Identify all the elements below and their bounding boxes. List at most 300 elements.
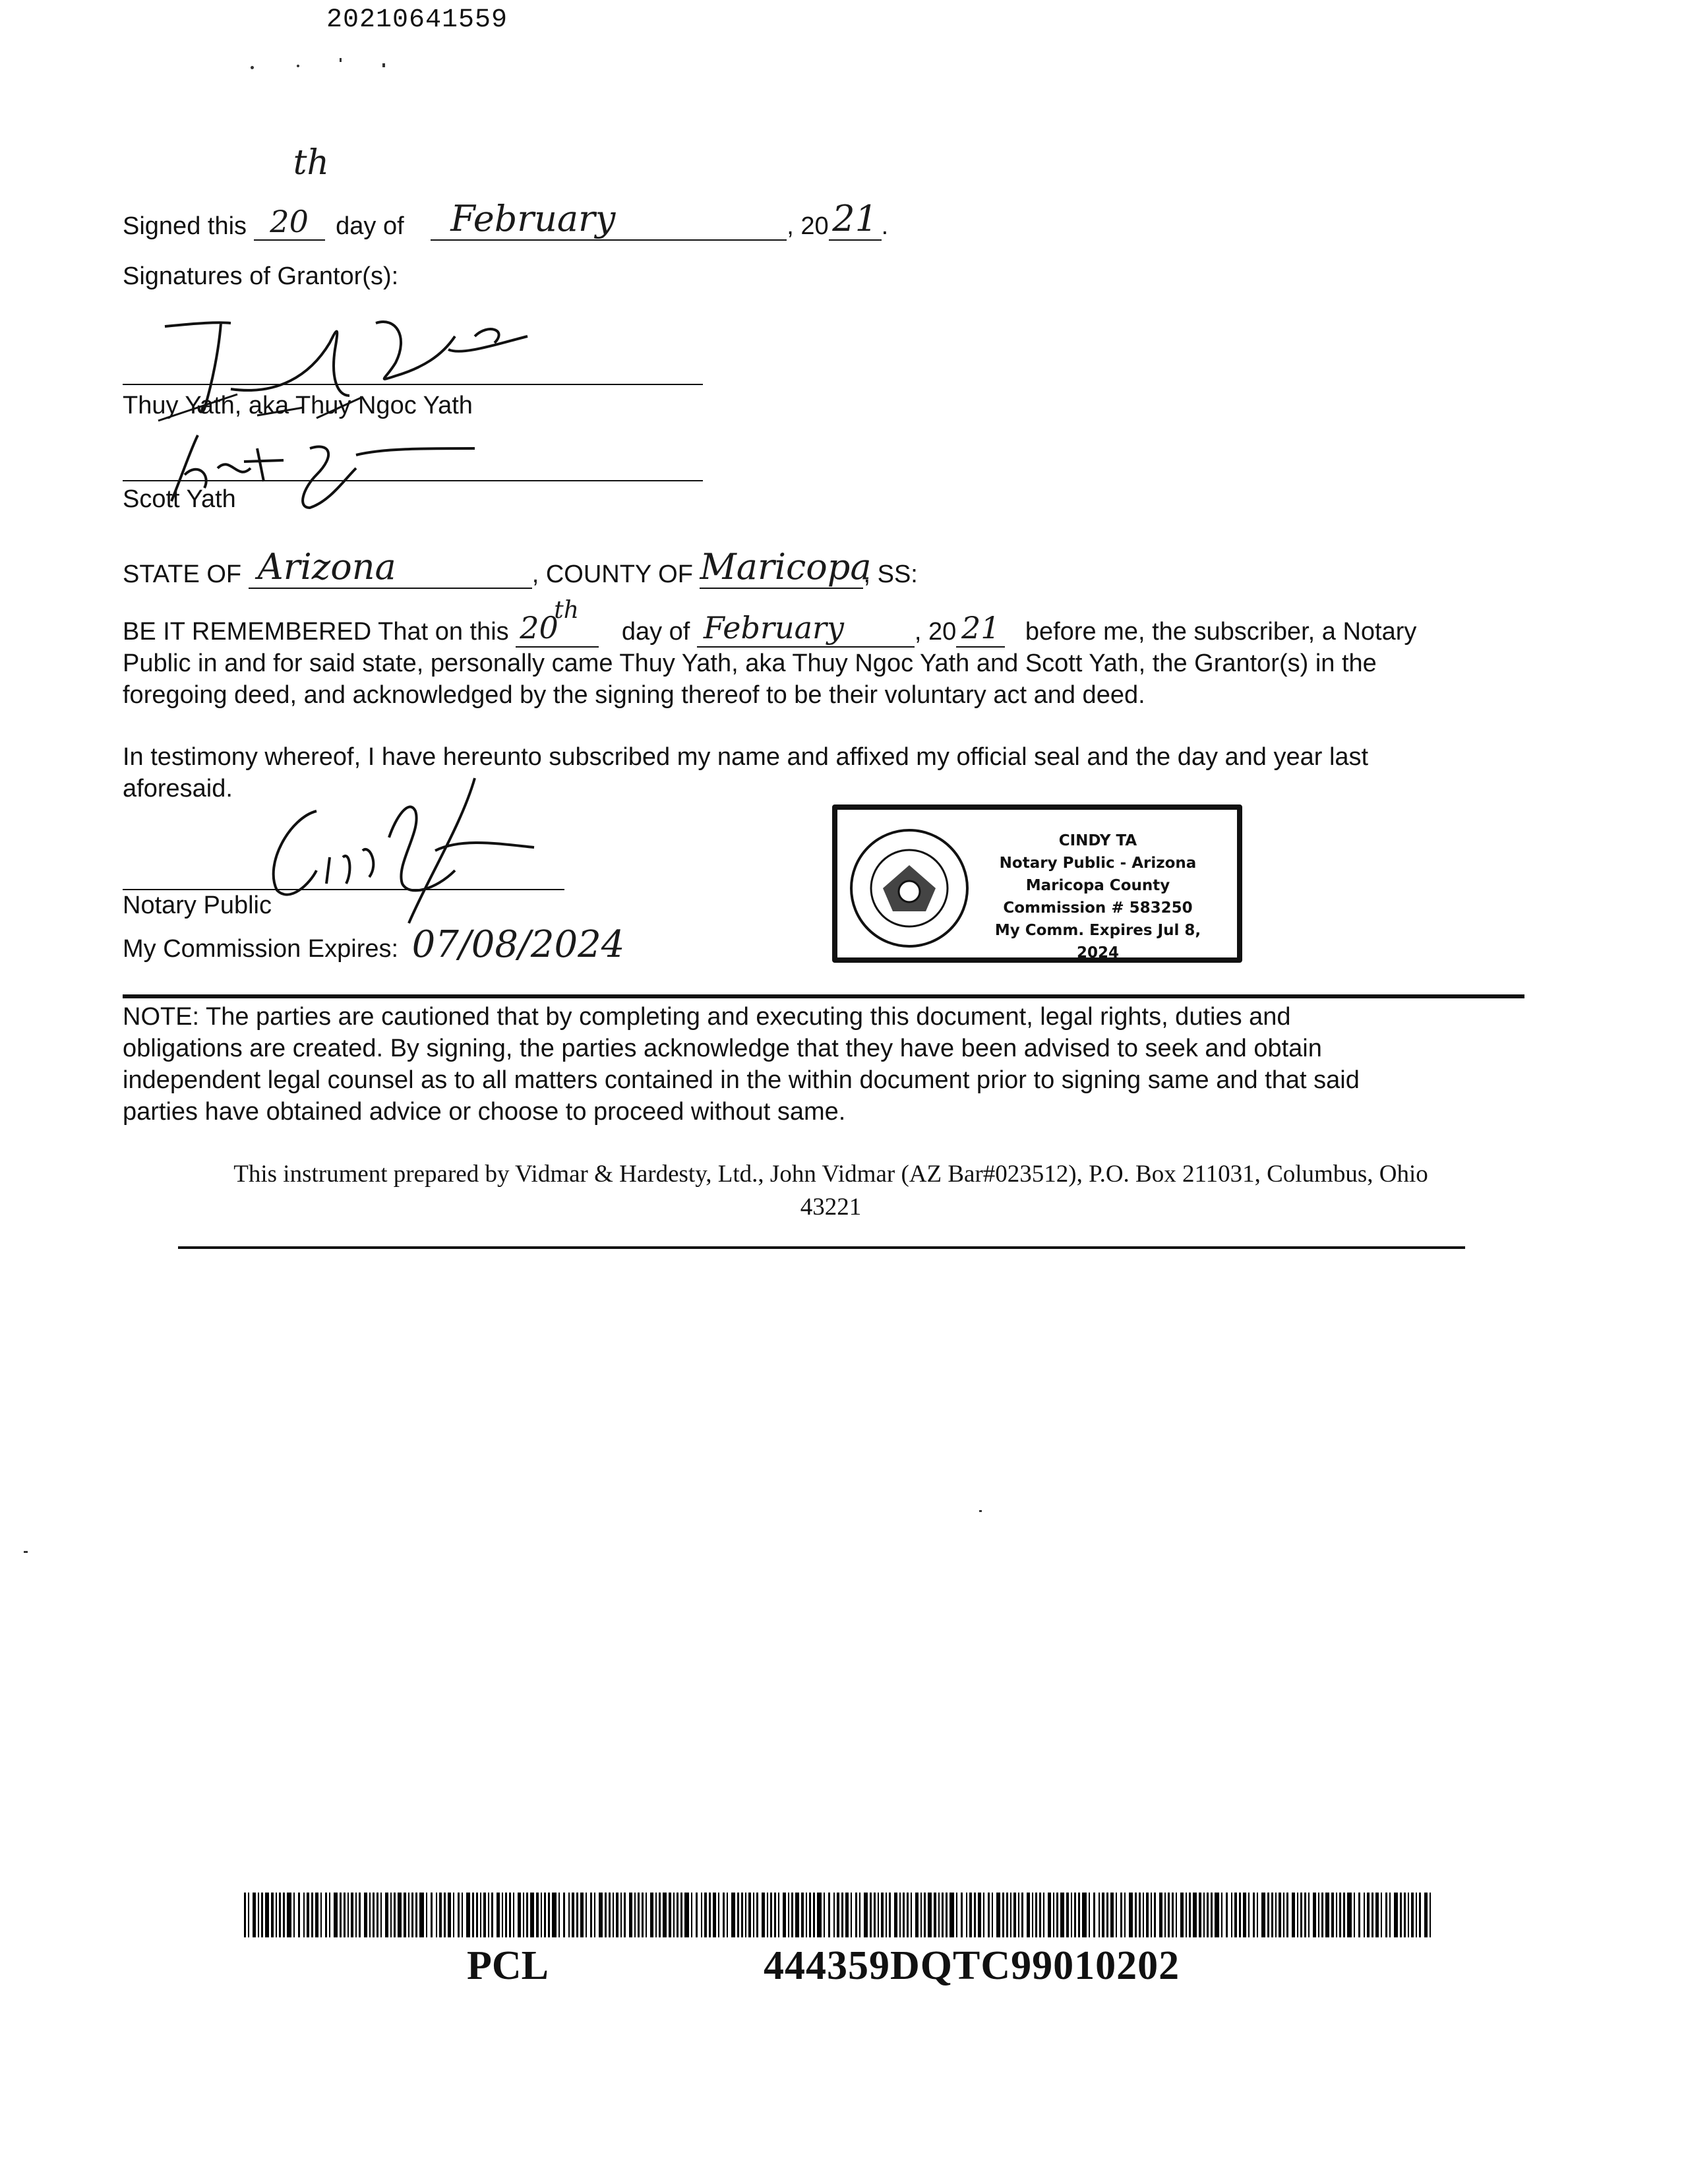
barcode-bar xyxy=(1318,1893,1319,1937)
barcode-bar xyxy=(613,1893,614,1937)
barcode-bar xyxy=(1331,1893,1334,1937)
barcode-bar xyxy=(590,1893,592,1937)
barcode-bar xyxy=(1248,1893,1250,1937)
barcode-bar xyxy=(727,1893,728,1937)
barcode-bar xyxy=(307,1893,309,1937)
barcode-bar xyxy=(1180,1893,1184,1937)
barcode-bar xyxy=(1186,1893,1187,1937)
barcode-bar xyxy=(355,1893,357,1937)
barcode-bar xyxy=(886,1893,887,1937)
barcode-bar xyxy=(978,1893,981,1937)
barcode-bar xyxy=(1048,1893,1051,1937)
barcode-bar xyxy=(568,1893,570,1937)
barcode-bar xyxy=(680,1893,682,1937)
barcode-bar xyxy=(938,1893,940,1937)
ack-month-field xyxy=(697,612,915,648)
barcode-bar xyxy=(497,1893,500,1937)
county-field xyxy=(700,546,872,589)
barcode-bar xyxy=(1002,1893,1004,1937)
signed-year-prefix: , 20 xyxy=(787,212,829,240)
barcode-bar xyxy=(476,1893,478,1937)
barcode-bar xyxy=(1367,1893,1370,1937)
barcode-bar xyxy=(1154,1893,1156,1937)
barcode-bar xyxy=(1053,1893,1054,1937)
barcode-bar xyxy=(253,1893,256,1937)
barcode-bar xyxy=(325,1893,327,1937)
barcode-bar xyxy=(624,1893,626,1937)
barcode-bar xyxy=(1271,1893,1273,1937)
barcode-bar xyxy=(408,1893,409,1937)
scan-speck xyxy=(297,65,299,67)
barcode-bar xyxy=(1297,1893,1298,1937)
barcode-bar xyxy=(833,1893,835,1937)
barcode-bar xyxy=(1143,1893,1144,1937)
barcode-bar xyxy=(1066,1893,1069,1937)
barcode-bar xyxy=(809,1893,811,1937)
barcode-bar xyxy=(1261,1893,1265,1937)
notary-signature-line xyxy=(123,889,564,890)
barcode-bar xyxy=(770,1893,772,1937)
seal-name: CINDY TA xyxy=(1058,832,1137,849)
barcode-bar xyxy=(650,1893,653,1937)
acknowledgment-paragraph xyxy=(123,597,1524,711)
barcode-bar xyxy=(817,1893,822,1937)
barcode-bar xyxy=(1124,1893,1126,1937)
barcode-bar xyxy=(462,1893,463,1937)
barcode-bar xyxy=(791,1893,793,1937)
barcode-bar xyxy=(390,1893,392,1937)
barcode-bar xyxy=(536,1893,539,1937)
barcode-bar xyxy=(347,1893,349,1937)
barcode-bar xyxy=(828,1893,830,1937)
barcode-bar xyxy=(748,1893,751,1937)
ack-line-3: foregoing deed, and acknowledged by the signing thereof to be their voluntary act and deed. xyxy=(123,681,1145,709)
barcode-bar xyxy=(344,1893,346,1937)
barcode-bar xyxy=(1375,1893,1379,1937)
barcode-bar xyxy=(298,1893,300,1937)
barcode-bar xyxy=(859,1893,860,1937)
barcode-bar xyxy=(673,1893,675,1937)
barcode-bar xyxy=(1408,1893,1409,1937)
barcode-bar xyxy=(398,1893,402,1937)
barcode-bar xyxy=(988,1893,990,1937)
barcode-bar xyxy=(453,1893,454,1937)
barcode-bar xyxy=(1430,1893,1431,1937)
signed-line xyxy=(123,143,889,241)
barcode-bar xyxy=(340,1893,342,1937)
barcode-bar xyxy=(824,1893,825,1937)
barcode-bar xyxy=(920,1893,922,1937)
barcode-bar xyxy=(1239,1893,1241,1937)
barcode-bar xyxy=(1102,1893,1104,1937)
barcode-bar xyxy=(502,1893,503,1937)
barcode-bar xyxy=(394,1893,396,1937)
state-field xyxy=(249,546,532,589)
seal-expires: My Comm. Expires Jul 8, 2024 xyxy=(994,922,1201,961)
barcode-bar xyxy=(1325,1893,1329,1937)
barcode-bar xyxy=(774,1893,776,1937)
venue-ss: , SS: xyxy=(863,561,918,588)
scan-speck xyxy=(251,66,254,69)
barcode-bar xyxy=(969,1893,972,1937)
barcode-bar xyxy=(458,1893,460,1937)
barcode-bar xyxy=(369,1893,371,1937)
barcode-bar xyxy=(1347,1893,1352,1937)
barcode-bar xyxy=(813,1893,815,1937)
barcode-bar xyxy=(1419,1893,1421,1937)
grantor2-printed-name: Scott Yath xyxy=(123,485,236,513)
barcode-bar xyxy=(845,1893,849,1937)
barcode-bar xyxy=(426,1893,427,1937)
barcode-bar xyxy=(718,1893,719,1937)
barcode-bar xyxy=(642,1893,644,1937)
barcode-bar xyxy=(1358,1893,1360,1937)
barcode-bar xyxy=(634,1893,636,1937)
barcode-bar xyxy=(1292,1893,1295,1937)
barcode-bar xyxy=(894,1893,897,1937)
barcode-bar xyxy=(1078,1893,1080,1937)
preparer-line-1: This instrument prepared by Vidmar & Hardesty, Ltd., John Vidmar (AZ Bar#023512), P.O. Box 211031, Columbus, Ohio xyxy=(233,1161,1428,1188)
note-paragraph xyxy=(123,1001,1524,1128)
note-line-2: obligations are created. By signing, the parties acknowledge that they have been advised to seek and obtain xyxy=(123,1035,1322,1062)
ack-year-value: 21 xyxy=(961,610,1000,646)
barcode-bar xyxy=(287,1893,291,1937)
barcode-bar xyxy=(283,1893,285,1937)
barcode-bar xyxy=(841,1893,843,1937)
barcode-bar xyxy=(303,1893,305,1937)
barcode-bar xyxy=(483,1893,486,1937)
barcode-bar xyxy=(870,1893,872,1937)
barcode-bar xyxy=(1215,1893,1219,1937)
barcode-bar xyxy=(526,1893,528,1937)
barcode-bar xyxy=(505,1893,507,1937)
barcode-bar xyxy=(1159,1893,1162,1937)
signed-day-value: 20 xyxy=(270,204,309,239)
barcode-bar xyxy=(1313,1893,1316,1937)
barcode-bar xyxy=(620,1893,622,1937)
barcode-bar xyxy=(1400,1893,1402,1937)
grantors-heading: Signatures of Grantor(s): xyxy=(123,262,399,290)
barcode-bar xyxy=(541,1893,542,1937)
barcode-bar xyxy=(1099,1893,1100,1937)
barcode-bar xyxy=(411,1893,413,1937)
barcode-bar xyxy=(1193,1893,1197,1937)
barcode-bar xyxy=(1089,1893,1090,1937)
barcode-bar xyxy=(1424,1893,1428,1937)
barcode-bar xyxy=(1416,1893,1417,1937)
barcode-bar xyxy=(509,1893,511,1937)
barcode-bar xyxy=(258,1893,259,1937)
barcode-bar xyxy=(966,1893,967,1937)
venue-line xyxy=(123,546,918,589)
ack-after-date: before me, the subscriber, a Notary xyxy=(1025,618,1417,646)
note-line-1: NOTE: The parties are cautioned that by completing and executing this document, legal rights, duties and xyxy=(123,1003,1291,1031)
barcode-bar xyxy=(837,1893,839,1937)
barcode-bar xyxy=(1207,1893,1209,1937)
seal-text xyxy=(976,830,1220,964)
barcode-bar xyxy=(580,1893,584,1937)
barcode-bar xyxy=(1257,1893,1258,1937)
barcode-bar xyxy=(795,1893,799,1937)
barcode-bar xyxy=(472,1893,474,1937)
barcode-bar xyxy=(1120,1893,1122,1937)
barcode-bar xyxy=(928,1893,932,1937)
barcode-bar xyxy=(903,1893,905,1937)
county-value: Maricopa xyxy=(700,546,872,588)
preparer-divider xyxy=(178,1246,1465,1249)
barcode-bar xyxy=(1164,1893,1166,1937)
commission-label: My Commission Expires: xyxy=(123,935,399,963)
barcode-bar xyxy=(359,1893,361,1937)
barcode-bar xyxy=(924,1893,926,1937)
barcode-bar xyxy=(415,1893,417,1937)
ack-day-value: 20 xyxy=(520,610,558,646)
scan-speck xyxy=(382,63,385,67)
barcode-bar xyxy=(439,1893,442,1937)
scan-speck xyxy=(979,1510,982,1512)
barcode-bar xyxy=(616,1893,618,1937)
signed-day-suffix: th xyxy=(293,143,329,183)
barcode-bar xyxy=(1389,1893,1391,1937)
barcode-bar xyxy=(1060,1893,1064,1937)
barcode-bar xyxy=(1279,1893,1281,1937)
barcode-bar xyxy=(1253,1893,1255,1937)
barcode-bar xyxy=(419,1893,424,1937)
barcode-bar xyxy=(1110,1893,1114,1937)
barcode-bar xyxy=(586,1893,587,1937)
barcode-bar xyxy=(385,1893,388,1937)
barcode-bar xyxy=(723,1893,725,1937)
ack-year-field xyxy=(956,612,1005,648)
seal-commission: Commission # 583250 xyxy=(1003,899,1193,917)
barcode-bar xyxy=(737,1893,739,1937)
barcode-bar xyxy=(1385,1893,1387,1937)
barcode-bar xyxy=(1336,1893,1337,1937)
barcode-bar xyxy=(265,1893,269,1937)
barcode-bar xyxy=(1404,1893,1406,1937)
barcode-bar xyxy=(911,1893,912,1937)
barcode-bar xyxy=(950,1893,954,1937)
signed-month-field xyxy=(431,198,787,241)
barcode-bar xyxy=(311,1893,313,1937)
barcode-bar xyxy=(701,1893,702,1937)
barcode-bar xyxy=(851,1893,852,1937)
barcode-bar xyxy=(696,1893,698,1937)
barcode-bar xyxy=(745,1893,746,1937)
barcode-bar xyxy=(572,1893,574,1937)
barcode-bar xyxy=(351,1893,353,1937)
barcode-bar xyxy=(713,1893,716,1937)
barcode-bar xyxy=(1176,1893,1177,1937)
barcode-bar xyxy=(629,1893,632,1937)
scan-speck xyxy=(24,1551,28,1553)
barcode-bar xyxy=(983,1893,984,1937)
barcode-bar xyxy=(996,1893,1000,1937)
barcode-bar xyxy=(1151,1893,1152,1937)
barcode-bar xyxy=(320,1893,322,1937)
barcode-bar xyxy=(1226,1893,1228,1937)
barcode-bar xyxy=(889,1893,891,1937)
barcode-bar xyxy=(293,1893,295,1937)
commission-line xyxy=(123,923,624,966)
barcode-bar xyxy=(544,1893,546,1937)
notary-signature xyxy=(237,772,580,943)
barcode-bar xyxy=(558,1893,560,1937)
barcode-bar xyxy=(1082,1893,1087,1937)
barcode-bar xyxy=(1411,1893,1414,1937)
preparer-line-2: 43221 xyxy=(800,1194,862,1221)
grantor2-signature-line xyxy=(123,480,703,481)
barcode-bar xyxy=(605,1893,607,1937)
barcode-bar xyxy=(878,1893,879,1937)
barcode-bar xyxy=(1106,1893,1108,1937)
barcode-bar xyxy=(334,1893,338,1937)
barcode-bar xyxy=(704,1893,707,1937)
note-line-4: parties have obtained advice or choose to proceed without same. xyxy=(123,1098,846,1126)
signed-year-field xyxy=(829,198,882,241)
barcode-bar xyxy=(448,1893,451,1937)
barcode-bar xyxy=(1071,1893,1072,1937)
signed-day-field xyxy=(254,143,329,241)
barcode-bar xyxy=(373,1893,375,1937)
barcode-bar xyxy=(946,1893,948,1937)
signed-year-value: 21 xyxy=(832,198,878,239)
barcode-bar xyxy=(488,1893,489,1937)
barcode-bar xyxy=(691,1893,692,1937)
grantor1-printed-name: Thuy Yath, aka Thuy Ngoc Yath xyxy=(123,392,473,419)
preparer-block xyxy=(132,1158,1530,1224)
ack-day-field xyxy=(516,597,599,648)
barcode-bar xyxy=(864,1893,868,1937)
barcode-bar xyxy=(1221,1893,1222,1937)
signed-day-of: day of xyxy=(336,212,404,240)
barcode-bar xyxy=(1043,1893,1044,1937)
barcode-bar xyxy=(1139,1893,1141,1937)
barcode-bar xyxy=(767,1893,768,1937)
barcode-bar xyxy=(638,1893,640,1937)
barcode-bar xyxy=(548,1893,550,1937)
ack-day-of: day of xyxy=(621,618,690,646)
grantor1-strikeouts xyxy=(152,389,442,429)
document-number: 20210641559 xyxy=(326,5,508,35)
signed-prefix: Signed this xyxy=(123,212,247,240)
barcode-bar xyxy=(1203,1893,1205,1937)
barcode-bar xyxy=(907,1893,909,1937)
barcode-bar xyxy=(1267,1893,1269,1937)
barcode-bar xyxy=(1021,1893,1023,1937)
barcode-bar xyxy=(961,1893,963,1937)
barcode-bar xyxy=(431,1893,433,1937)
footer-code-left: PCL xyxy=(467,1943,549,1988)
barcode-bar xyxy=(655,1893,657,1937)
barcode-bar xyxy=(271,1893,274,1937)
barcode-bar xyxy=(1243,1893,1246,1937)
barcode-bar xyxy=(364,1893,367,1937)
barcode-bar xyxy=(1032,1893,1033,1937)
barcode-bar xyxy=(934,1893,936,1937)
ack-year-prefix: , 20 xyxy=(914,618,957,646)
barcode-bar xyxy=(1189,1893,1191,1937)
barcode-bar xyxy=(974,1893,976,1937)
state-label: STATE OF xyxy=(123,561,242,588)
notary-label: Notary Public xyxy=(123,892,272,919)
barcode-bar xyxy=(315,1893,318,1937)
testimony-line-2: aforesaid. xyxy=(123,775,233,803)
barcode-bar xyxy=(1339,1893,1341,1937)
barcode-bar xyxy=(1343,1893,1345,1937)
state-value: Arizona xyxy=(257,546,396,588)
barcode-bar xyxy=(377,1893,378,1937)
footer-code-right: 444359DQTC99010202 xyxy=(764,1943,1180,1988)
barcode-bar xyxy=(1286,1893,1288,1937)
barcode-bar xyxy=(244,1893,246,1937)
barcode-bar xyxy=(1199,1893,1201,1937)
barcode-bar xyxy=(1013,1893,1016,1937)
barcode-bar xyxy=(899,1893,901,1937)
barcode-bar xyxy=(1381,1893,1382,1937)
barcode-bar xyxy=(513,1893,514,1937)
barcode-bar xyxy=(599,1893,603,1937)
barcode-bar xyxy=(709,1893,711,1937)
barcode-bar xyxy=(563,1893,565,1937)
barcode-bar xyxy=(1035,1893,1037,1937)
barcode-bar xyxy=(276,1893,277,1937)
signed-month-value: February xyxy=(450,198,616,239)
state-seal-emblem xyxy=(847,826,972,951)
seal-title: Notary Public - Arizona xyxy=(999,855,1197,872)
ack-line-2: Public in and for said state, personally came Thuy Yath, aka Thuy Ngoc Yath and Scott Yath, the Grantor(s) in the xyxy=(123,650,1377,677)
barcode-bar xyxy=(1010,1893,1011,1937)
barcode-bar xyxy=(783,1893,786,1937)
barcode-bar xyxy=(1308,1893,1310,1937)
barcode-bar xyxy=(1056,1893,1058,1937)
barcode-bar xyxy=(1146,1893,1149,1937)
barcode-bar xyxy=(1321,1893,1323,1937)
barcode-bar xyxy=(530,1893,534,1937)
county-label: , COUNTY OF xyxy=(531,561,693,588)
barcode-bar xyxy=(1364,1893,1365,1937)
barcode-bar xyxy=(731,1893,735,1937)
barcode-bar xyxy=(329,1893,330,1937)
barcode-bar xyxy=(762,1893,765,1937)
barcode-bar xyxy=(1304,1893,1306,1937)
barcode-bar xyxy=(576,1893,578,1937)
barcode-bar xyxy=(466,1893,470,1937)
barcode-bar xyxy=(279,1893,281,1937)
barcode-bar xyxy=(491,1893,493,1937)
barcode-bar xyxy=(1283,1893,1284,1937)
barcode-bar xyxy=(1116,1893,1117,1937)
barcode-bar xyxy=(436,1893,437,1937)
barcode-bar xyxy=(444,1893,446,1937)
barcode-bar xyxy=(1231,1893,1232,1937)
barcode-bar xyxy=(677,1893,678,1937)
barcode-bar xyxy=(663,1893,667,1937)
barcode-bar xyxy=(778,1893,779,1937)
barcode-bar xyxy=(1006,1893,1008,1937)
barcode-bar xyxy=(1093,1893,1095,1937)
barcode-bar xyxy=(380,1893,382,1937)
barcode-bar xyxy=(1135,1893,1137,1937)
commission-value: 07/08/2024 xyxy=(411,923,625,966)
testimony-line-1: In testimony whereof, I have hereunto subscribed my name and affixed my official seal and the day and year last xyxy=(123,743,1369,771)
barcode-bar xyxy=(806,1893,807,1937)
barcode-bar xyxy=(956,1893,957,1937)
barcode-bar xyxy=(684,1893,689,1937)
barcode-bar xyxy=(1172,1893,1174,1937)
ack-day-suffix: th xyxy=(554,597,579,624)
barcode-bar xyxy=(1168,1893,1170,1937)
